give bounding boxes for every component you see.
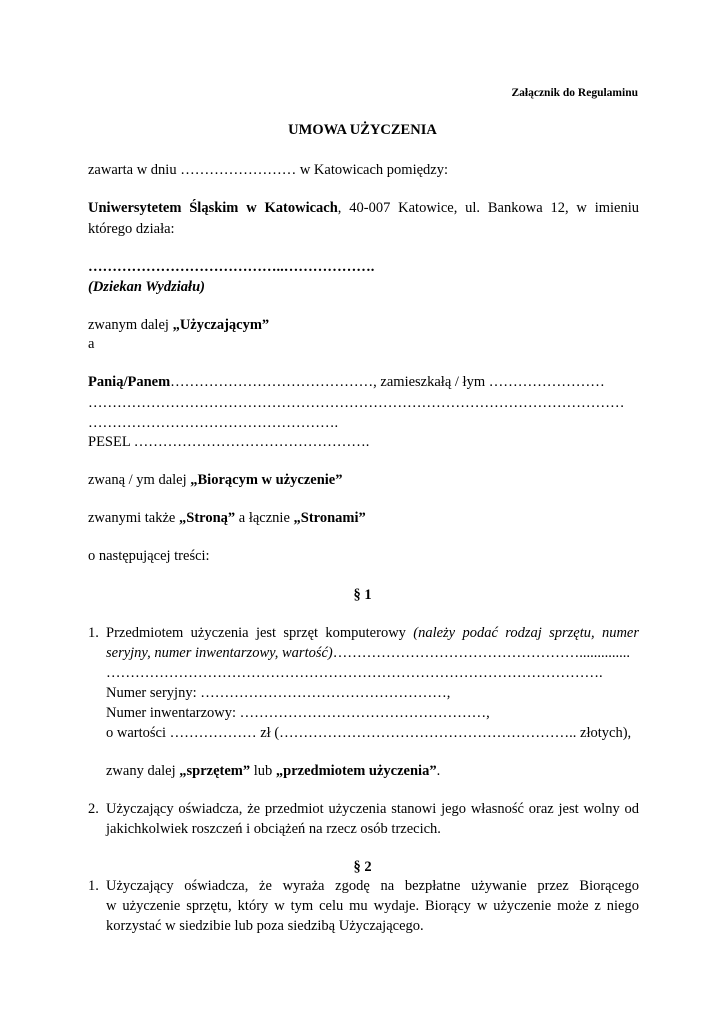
university-name: Uniwersytetem Śląskim w Katowicach (88, 200, 338, 216)
concluded-line: zawarta w dniu …………………… w Katowicach pomiędzy: (88, 162, 448, 178)
dean-dots: …………………………………..………………. (88, 259, 375, 275)
document-title: UMOWA UŻYCZENIA (288, 122, 437, 138)
s2-item1-line2: w użyczenie sprzętu, który w tym celu mu wydaje. Biorący w użyczenie może z niego (106, 898, 639, 914)
equipment-called-prefix: zwany dalej (106, 763, 180, 779)
equipment-called-line (106, 764, 440, 779)
equipment-term: „sprzętem” (179, 763, 251, 779)
value-line: o wartości ……………… zł (…………………………………………………….. złotych), (106, 725, 632, 741)
s1-item1-dots: …………………………………………….............. (332, 645, 631, 661)
object-term: „przedmiotem użyczenia” (275, 763, 437, 779)
party-term: „Stroną” (179, 510, 236, 526)
parties-mid: a łącznie (235, 510, 294, 526)
parties-line (88, 511, 366, 526)
borrower-label: Panią/Panem (88, 374, 171, 390)
s1-item1-line1 (106, 626, 639, 641)
university-line-2: którego działa: (88, 221, 175, 237)
lender-called-line (88, 318, 269, 333)
s1-item2-line1: Użyczający oświadcza, że przedmiot użyczenia stanowi jego własność oraz jest wolny od (106, 801, 639, 817)
s2-item1-line3: korzystać w siedzibie lub poza siedzibą Użyczającego. (106, 918, 424, 934)
and-word: a (88, 336, 95, 352)
parties-prefix: zwanymi także (88, 510, 179, 526)
s1-item1-hint: (należy podać rodzaj sprzętu, numer (413, 625, 639, 641)
equipment-suffix: . (436, 763, 441, 779)
s1-item1-text: Przedmiotem użyczenia jest sprzęt komputerowy (106, 625, 414, 641)
called2-prefix: zwaną / ym dalej (88, 472, 191, 488)
address-line-3: ……………………………………………. (88, 415, 339, 431)
following-line: o następującej treści: (88, 548, 210, 564)
s2-item1-line1: Użyczający oświadcza, że wyraża zgodę na bezpłatne używanie przez Biorącego (106, 878, 639, 894)
serial-number-line: Numer seryjny: ……………………………………………, (106, 685, 451, 701)
pesel-line: PESEL …………………………………………. (88, 434, 370, 450)
s1-item1-hint-cont: seryjny, numer inwentarzowy, wartość) (106, 645, 333, 661)
s1-item2-number: 2. (88, 801, 99, 817)
equipment-or: lub (250, 763, 276, 779)
lender-term: „Użyczającym” (172, 317, 270, 333)
borrower-fields: ……………………………………, zamieszkałą / łym …………………… (170, 374, 605, 390)
s1-item1-line3: …………………………………………………………………………………………. (106, 665, 603, 681)
s2-item1-number: 1. (88, 878, 99, 894)
parties-term: „Stronami” (293, 510, 366, 526)
section-1-heading: § 1 (353, 587, 372, 603)
section-2-heading: § 2 (353, 859, 372, 875)
university-line-1 (88, 201, 639, 216)
address-line-2: ………………………………………………………………………………………………… (88, 395, 625, 411)
dean-label: (Dziekan Wydziału) (88, 279, 205, 295)
called-prefix: zwanym dalej (88, 317, 173, 333)
borrower-called-line (88, 473, 342, 488)
university-address: , 40-007 Katowice, ul. Bankowa 12, w imieniu (337, 200, 639, 216)
s1-item1-number: 1. (88, 625, 99, 641)
s1-item2-line2: jakichkolwiek roszczeń i obciążeń na rzecz osób trzecich. (106, 821, 441, 837)
borrower-term: „Biorącym w użyczenie” (190, 472, 343, 488)
inventory-number-line: Numer inwentarzowy: ……………………………………………, (106, 705, 490, 721)
s1-item1-line2 (106, 646, 630, 661)
attachment-label: Załącznik do Regulaminu (511, 87, 638, 99)
borrower-line (88, 375, 605, 390)
